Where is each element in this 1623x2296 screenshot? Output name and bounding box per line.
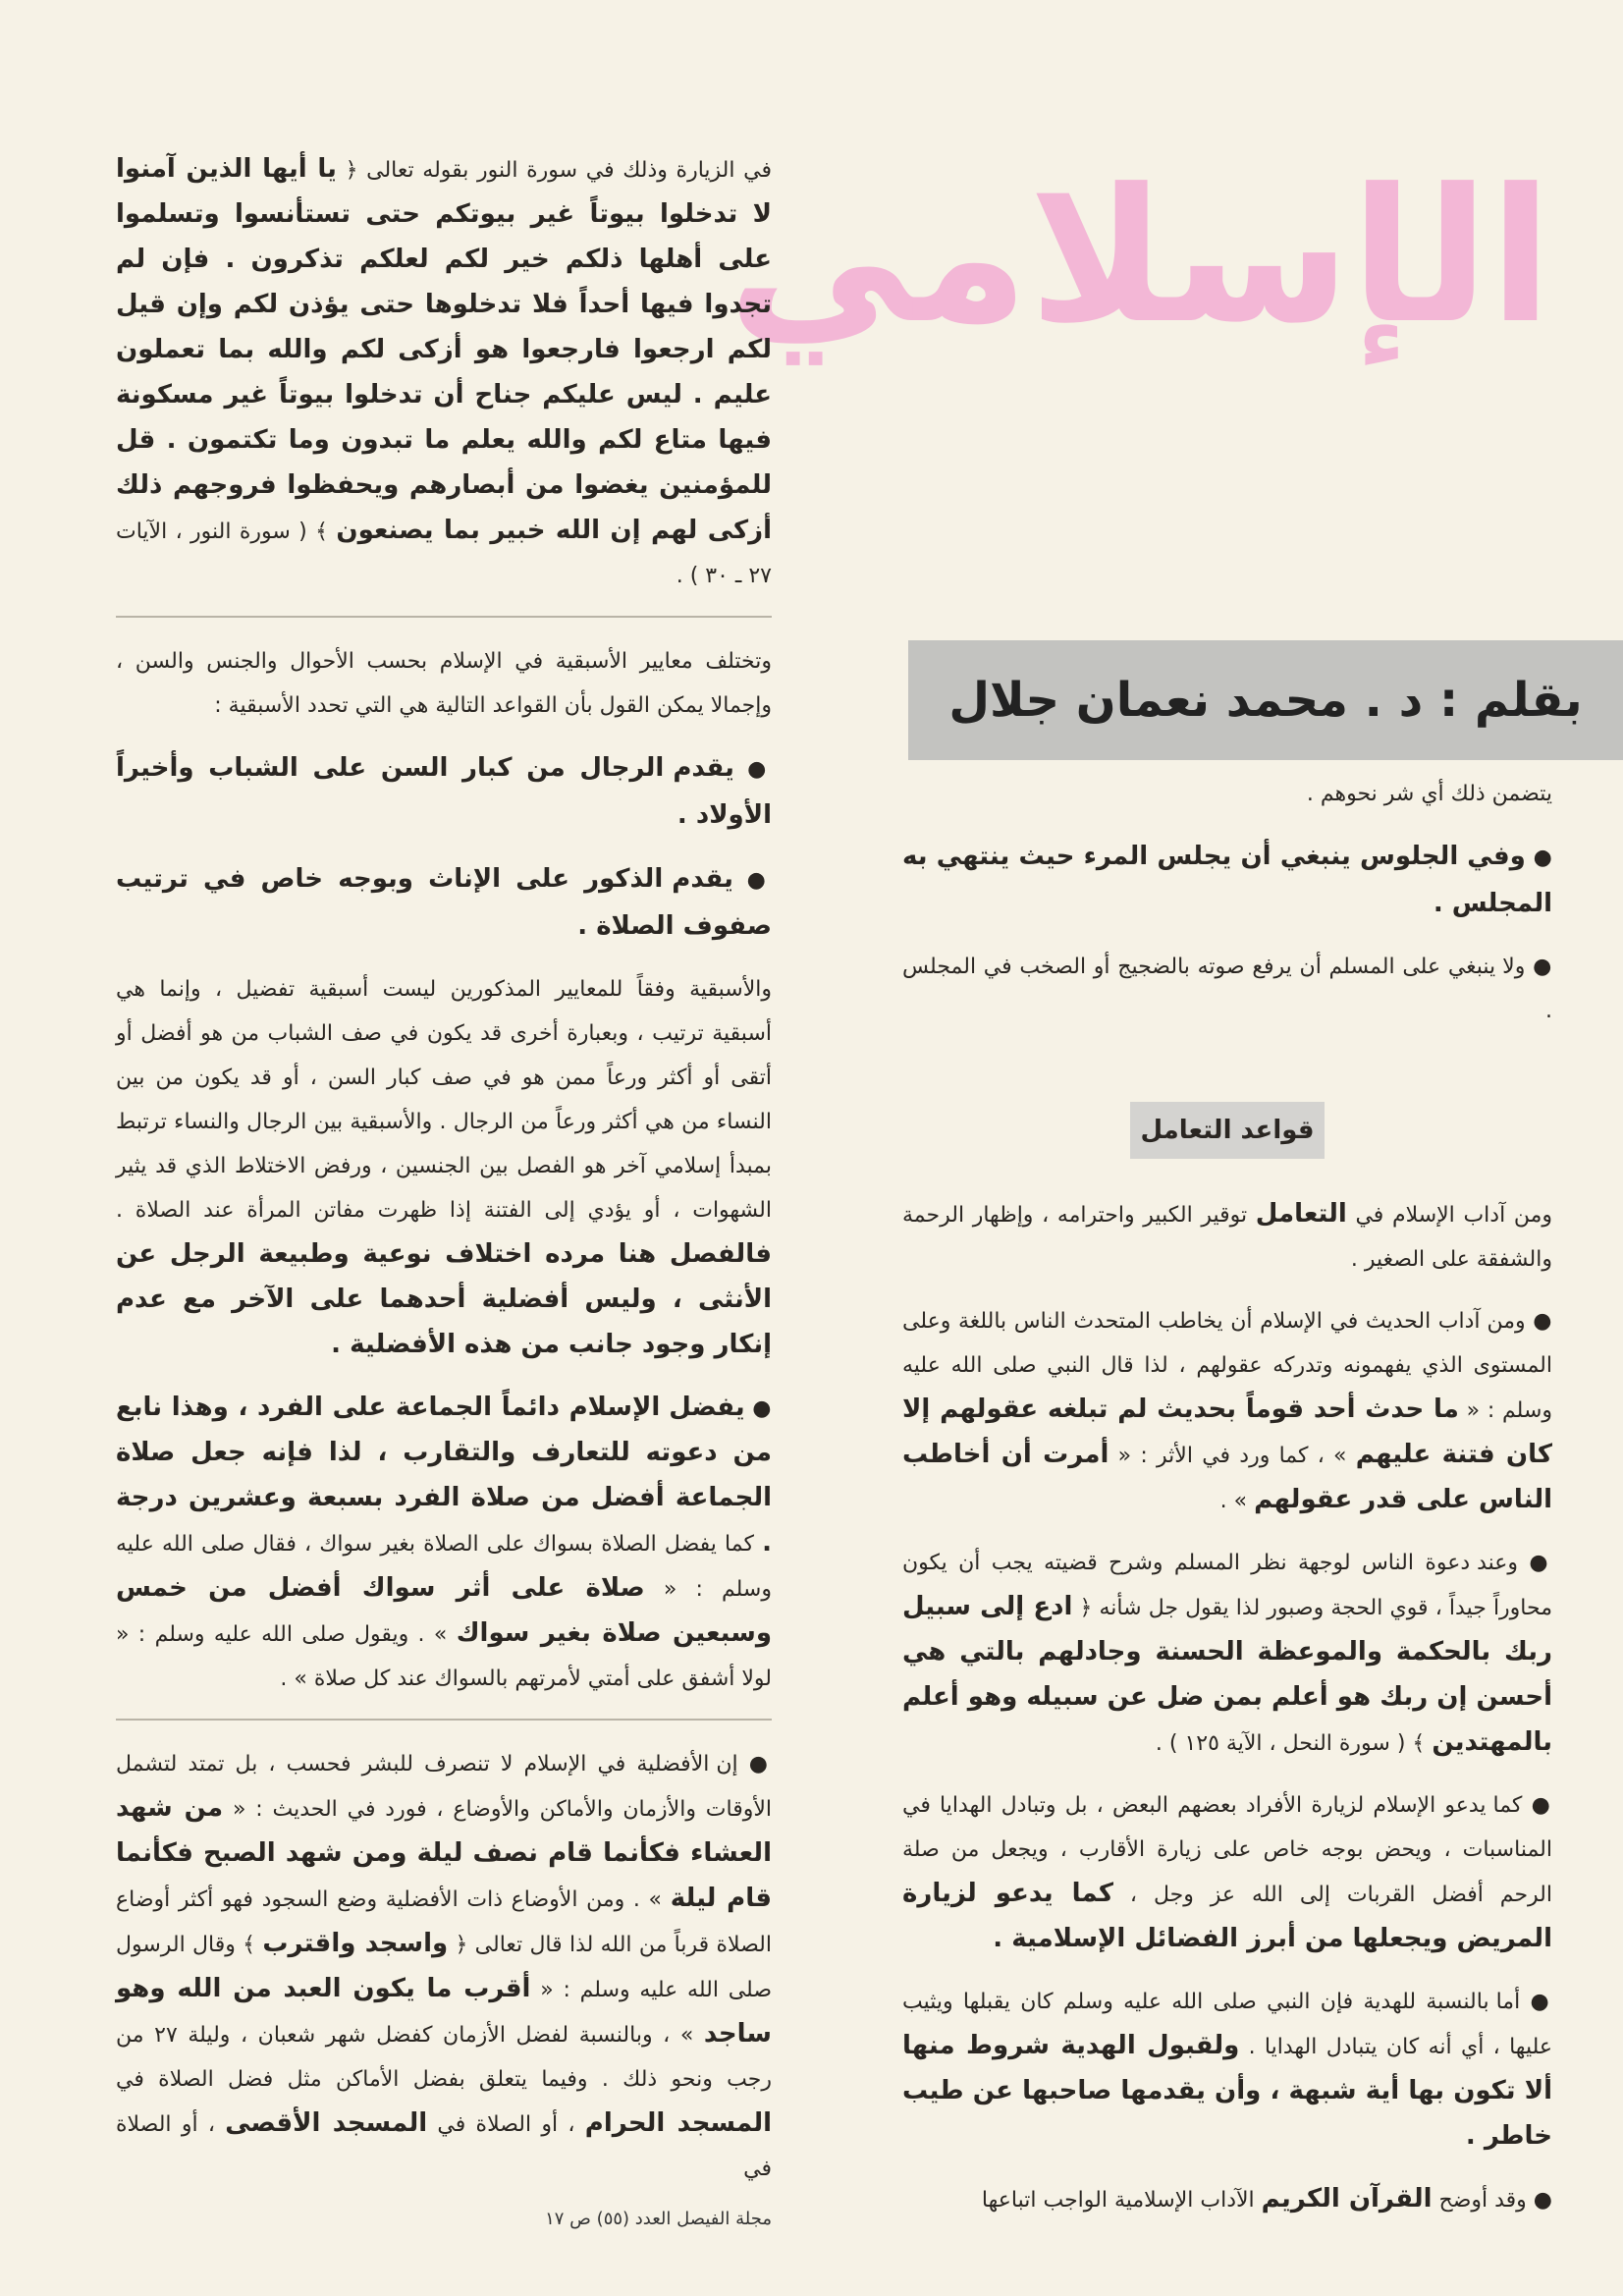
- page-footer: مجلة الفيصل العدد (٥٥) ص ١٧: [545, 2209, 772, 2229]
- bullet-paragraph: ● إن الأفضلية في الإسلام لا تنصرف للبشر فحسب ، بل تمتد لتشمل الأوقات والأزمان والأماكن والأوضاع ، فورد في الحديث : « من شهد العشاء فكأنما قام نصف ليلة ومن شهد الصبح فكأنما قام ليلة » . ومن الأوضاع ذات الأفضلية وضع السجود فهو أكثر أوضاع الصلاة قرباً من الله لذا قال تعالى ﴿ واسجد واقترب ﴾ وقال الرسول صلى الله عليه وسلم : « أقرب ما يكون العبد من الله وهو ساجد » ، وبالنسبة لفضل الأزمان كفضل شهر شعبان ، وليلة ٢٧ من رجب ونحو ذلك . وفيما يتعلق بفضل الأماكن مثل فضل الصلاة في المسجد الحرام ، أو الصلاة في المسجد الأقصى ، أو الصلاة في: [116, 1742, 772, 2191]
- paragraph: والأسبقية وفقاً للمعايير المذكورين ليست أسبقية تفضيل ، وإنما هي أسبقية ترتيب ، وبعبارة أخرى قد يكون في صف الشباب من هو أفضل أو أتقى أو أكثر ورعاً ممن هو في صف كبار السن ، أو قد يكون من بين النساء من هي أكثر ورعاً من الرجال . والأسبقية بين الرجال والنساء ترتبط بمبدأ إسلامي آخر هو الفصل بين الجنسين ، ورفض الاختلاط الذي قد يثير الشهوات ، أو يؤدي إلى الفتنة إذا ظهرت مفاتن المرأة عند الصلاة . فالفصل هنا مرده اختلاف نوعية وطبيعة الرجل عن الأنثى ، وليس أفضلية أحدهما على الآخر مع عدم إنكار وجود جانب من هذه الأفضلية .: [116, 977, 772, 1359]
- bullet-paragraph: ● كما يدعو الإسلام لزيارة الأفراد بعضهم البعض ، بل وتبادل الهدايا في المناسبات ، ويحض بوجه خاص على زيارة الأقارب ، ويجعل من صلة الرحم أفضل القربات إلى الله عز وجل ، كما يدعو لزيارة المريض ويجعلها من أبرز الفضائل الإسلامية .: [902, 1783, 1552, 1962]
- bullet-paragraph: ● ومن آداب الحديث في الإسلام أن يخاطب المتحدث الناس باللغة وعلى المستوى الذي يفهمونه وتدركه عقولهم ، لذا قال النبي صلى الله عليه وسلم : « ما حدث أحد قوماً بحديث لم تبلغه عقولهم إلا كان فتنة عليهم » ، كما ورد في الأثر : « أمرت أن أخاطب الناس على قدر عقولهم » .: [902, 1299, 1552, 1523]
- paragraph: وتختلف معايير الأسبقية في الإسلام بحسب الأحوال والجنس والسن ، وإجمالا يمكن القول بأن القواعد التالية هي التي تحدد الأسبقية :: [116, 649, 772, 718]
- bullet-paragraph: ● وعند دعوة الناس لوجهة نظر المسلم وشرح قضيته يجب أن يكون محاوراً جيداً ، قوي الحجة وصبور لذا يقول جل شأنه ﴿ ادع إلى سبيل ربك بالحكمة والموعظة الحسنة وجادلهم بالتي هي أحسن إن ربك هو أعلم بمن ضل عن سبيله وهو أعلم بالمهتدين ﴾ ( سورة النحل ، الآية ١٢٥ ) .: [902, 1541, 1552, 1766]
- title-banner: [728, 147, 1552, 442]
- section-heading: قواعد التعامل: [1130, 1102, 1325, 1159]
- left-column: [116, 147, 772, 2229]
- right-column: [728, 147, 1583, 2240]
- paragraph: ومن آداب الإسلام في التعامل توقير الكبير واحترامه ، وإظهار الرحمة والشفقة على الصغير .: [902, 1199, 1552, 1272]
- paragraph: يتضمن ذلك أي شر نحوهم .: [1306, 782, 1552, 806]
- divider: [116, 616, 772, 618]
- bullet-paragraph: ● يقدم الذكور على الإناث وبوجه خاص في ترتيب صفوف الصلاة .: [116, 856, 772, 950]
- article-title: الإسلامي: [728, 149, 1552, 364]
- bullet-paragraph: ● أما بالنسبة للهدية فإن النبي صلى الله عليه وسلم كان يقبلها ويثيب عليها ، أي أنه كان يتبادل الهدايا . ولقبول الهدية شروط منها ألا تكون بها أية شبهة ، وأن يقدمها صاحبها عن طيب خاطر .: [902, 1980, 1552, 2159]
- bullet-paragraph: ● وقد أوضح القرآن الكريم الآداب الإسلامية الواجب اتباعها: [902, 2177, 1552, 2222]
- paragraph: في الزيارة وذلك في سورة النور بقوله تعالى ﴿ يا أيها الذين آمنوا لا تدخلوا بيوتاً غير بيوتكم حتى تستأنسوا وتسلموا على أهلها ذلكم خير لكم لعلكم تذكرون . فإن لم تجدوا فيها أحداً فلا تدخلوها حتى يؤذن لكم وإن قيل لكم ارجعوا فارجعوا هو أزكى لكم والله بما تعملون عليم . ليس عليكم جناح أن تدخلوا بيوتاً غير مسكونة فيها متاع لكم والله يعلم ما تبدون وما تكتمون . قل للمؤمنين يغضوا من أبصارهم ويحفظوا فروجهم ذلك أزكى لهم إن الله خبير بما يصنعون ﴾ ( سورة النور ، الآيات ٢٧ ـ ٣٠ ) .: [116, 154, 772, 588]
- bullet-paragraph: ● وفي الجلوس ينبغي أن يجلس المرء حيث ينتهي به المجلس .: [902, 834, 1552, 927]
- divider: [116, 1719, 772, 1721]
- author-byline: بقلم : د . محمد نعمان جلال: [908, 640, 1623, 760]
- bullet-paragraph: ● يفضل الإسلام دائماً الجماعة على الفرد ، وهذا نابع من دعوته للتعارف والتقارب ، لذا فإنه جعل صلاة الجماعة أفضل من صلاة الفرد بسبعة وعشرين درجة . كما يفضل الصلاة بسواك على الصلاة بغير سواك ، فقال صلى الله عليه وسلم : « صلاة على أثر سواك أفضل من خمس وسبعين صلاة بغير سواك » . ويقول صلى الله عليه وسلم : « لولا أشفق على أمتي لأمرتهم بالسواك عند كل صلاة » .: [116, 1386, 772, 1701]
- bullet-paragraph: ● يقدم الرجال من كبار السن على الشباب وأخيراً الأولاد .: [116, 745, 772, 839]
- bullet-paragraph: ● ولا ينبغي على المسلم أن يرفع صوته بالضجيج أو الصخب في المجلس .: [902, 945, 1552, 1033]
